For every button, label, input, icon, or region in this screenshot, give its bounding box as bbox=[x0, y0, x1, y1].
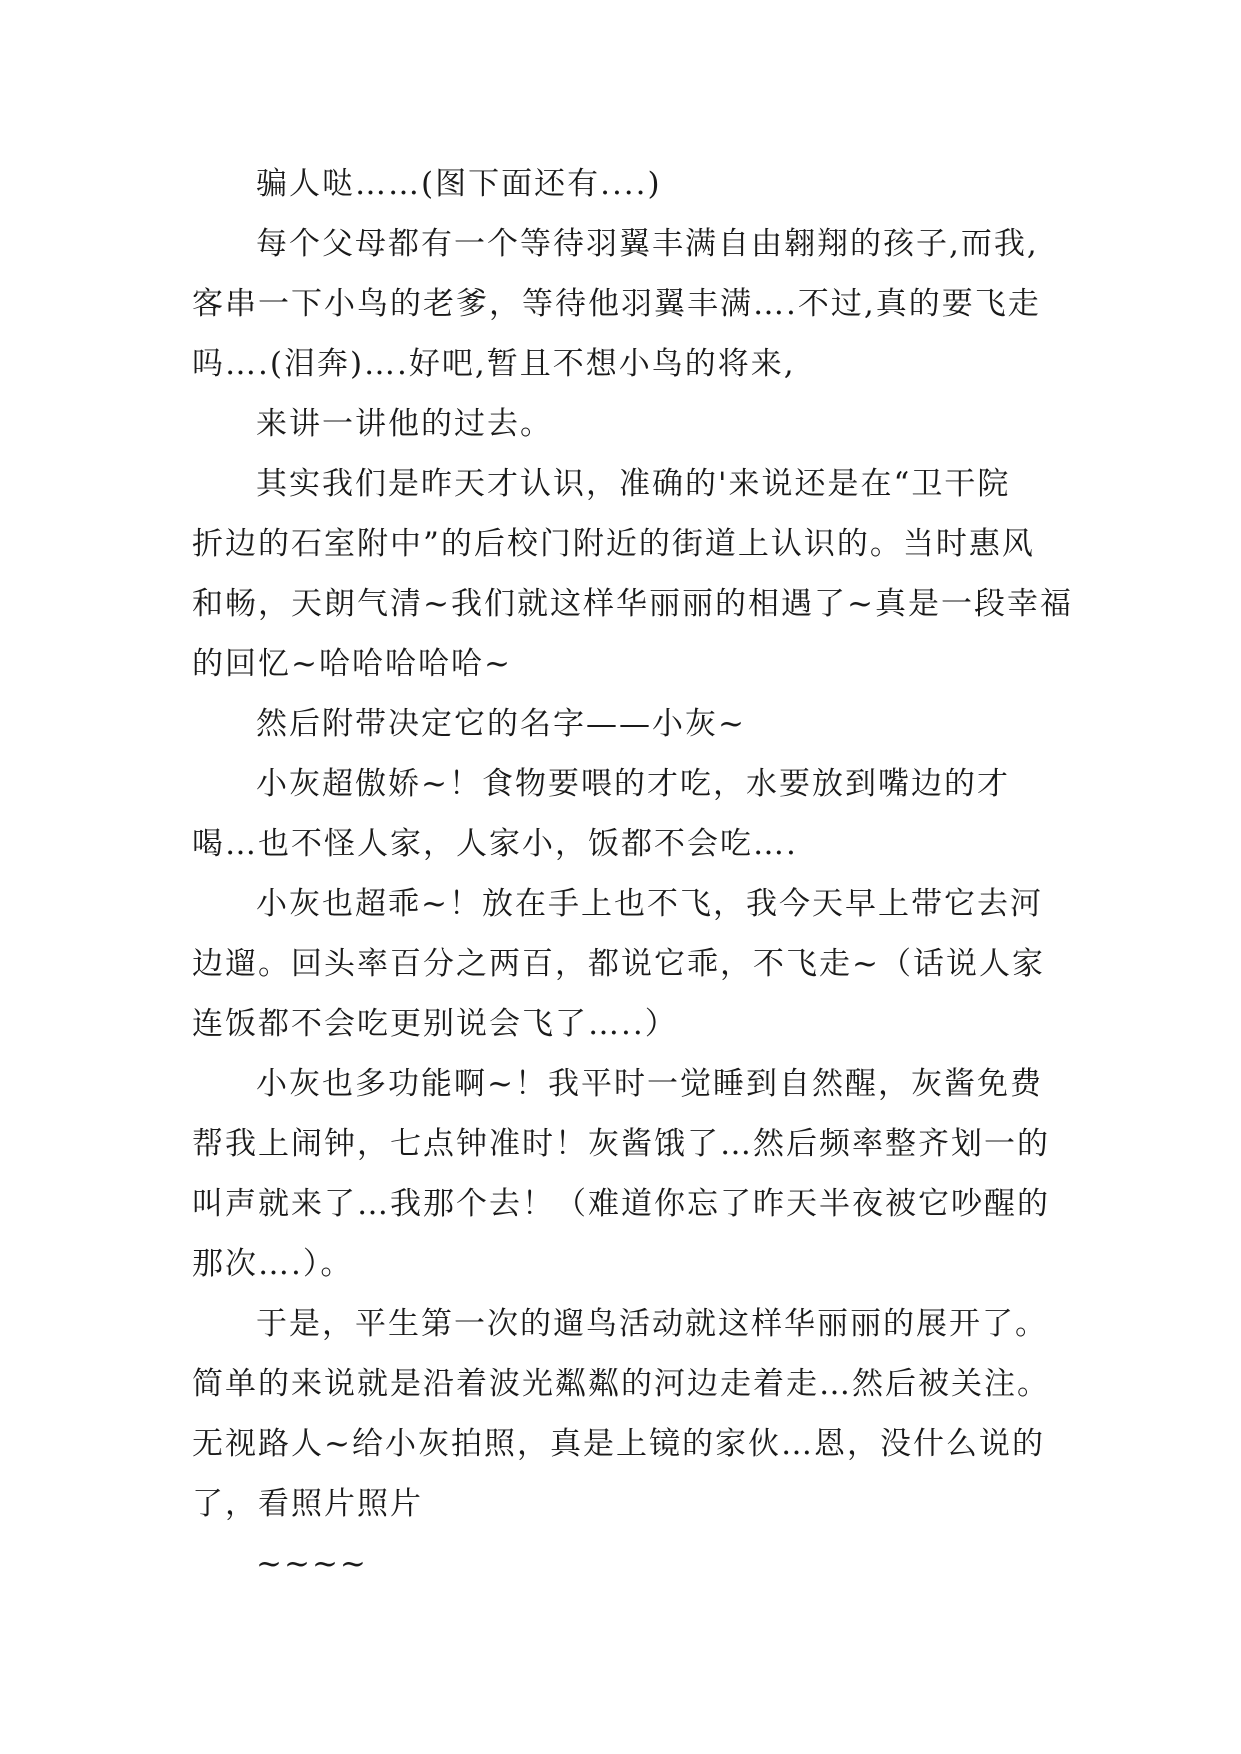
paragraph-7-line-2: 边遛。回头率百分之两百，都说它乖，不飞走~（话说人家 bbox=[192, 946, 1045, 982]
paragraph-10-line-1: ~~~~ bbox=[256, 1546, 368, 1582]
paragraph-2-line-1: 每个父母都有一个等待羽翼丰满自由翱翔的孩子,而我, bbox=[256, 226, 1039, 262]
paragraph-4-line-2: 折边的石室附中”的后校门附近的街道上认识的。当时惠风 bbox=[192, 526, 1035, 562]
paragraph-7-line-1: 小灰也超乖~！放在手上也不飞，我今天早上带它去河 bbox=[256, 886, 1043, 922]
document-body bbox=[192, 160, 1072, 1600]
paragraph-8-line-4: 那次….）。 bbox=[192, 1246, 354, 1282]
paragraph-6-line-1: 小灰超傲娇~！食物要喂的才吃，水要放到嘴边的才 bbox=[256, 766, 1010, 802]
paragraph-8-line-1: 小灰也多功能啊~！我平时一觉睡到自然醒，灰酱免费 bbox=[256, 1066, 1043, 1102]
paragraph-9-line-1: 于是，平生第一次的遛鸟活动就这样华丽丽的展开了。 bbox=[256, 1306, 1048, 1342]
paragraph-9-line-2: 简单的来说就是沿着波光粼粼的河边走着走…然后被关注。 bbox=[192, 1366, 1050, 1402]
paragraph-2-line-3: 吗….(泪奔)….好吧,暂且不想小鸟的将来, bbox=[192, 346, 796, 382]
paragraph-3-line-1: 来讲一讲他的过去。 bbox=[256, 406, 553, 442]
paragraph-9-line-3: 无视路人~给小灰拍照，真是上镜的家伙…恩，没什么说的 bbox=[192, 1426, 1045, 1462]
paragraph-9-line-4: 了，看照片照片 bbox=[192, 1486, 423, 1522]
paragraph-5-line-1: 然后附带决定它的名字——小灰~ bbox=[256, 706, 746, 742]
paragraph-8-line-3: 叫声就来了…我那个去！（难道你忘了昨天半夜被它吵醒的 bbox=[192, 1186, 1050, 1222]
paragraph-6-line-2: 喝…也不怪人家，人家小，饭都不会吃…. bbox=[192, 826, 798, 862]
paragraph-7-line-3: 连饭都不会吃更别说会飞了…..） bbox=[192, 1006, 678, 1042]
paragraph-2-line-2: 客串一下小鸟的老爹，等待他羽翼丰满….不过,真的要飞走 bbox=[192, 286, 1041, 322]
paragraph-4-line-3: 和畅，天朗气清~我们就这样华丽丽的相遇了~真是一段幸福 bbox=[192, 586, 1073, 622]
paragraph-8-line-2: 帮我上闹钟，七点钟准时！灰酱饿了…然后频率整齐划一的 bbox=[192, 1126, 1050, 1162]
paragraph-4-line-1: 其实我们是昨天才认识，准确的'来说还是在“卫干院 bbox=[256, 466, 1011, 502]
paragraph-4-line-4: 的回忆~哈哈哈哈哈~ bbox=[192, 646, 512, 682]
paragraph-1-line-1: 骗人哒……(图下面还有....) bbox=[256, 166, 662, 202]
